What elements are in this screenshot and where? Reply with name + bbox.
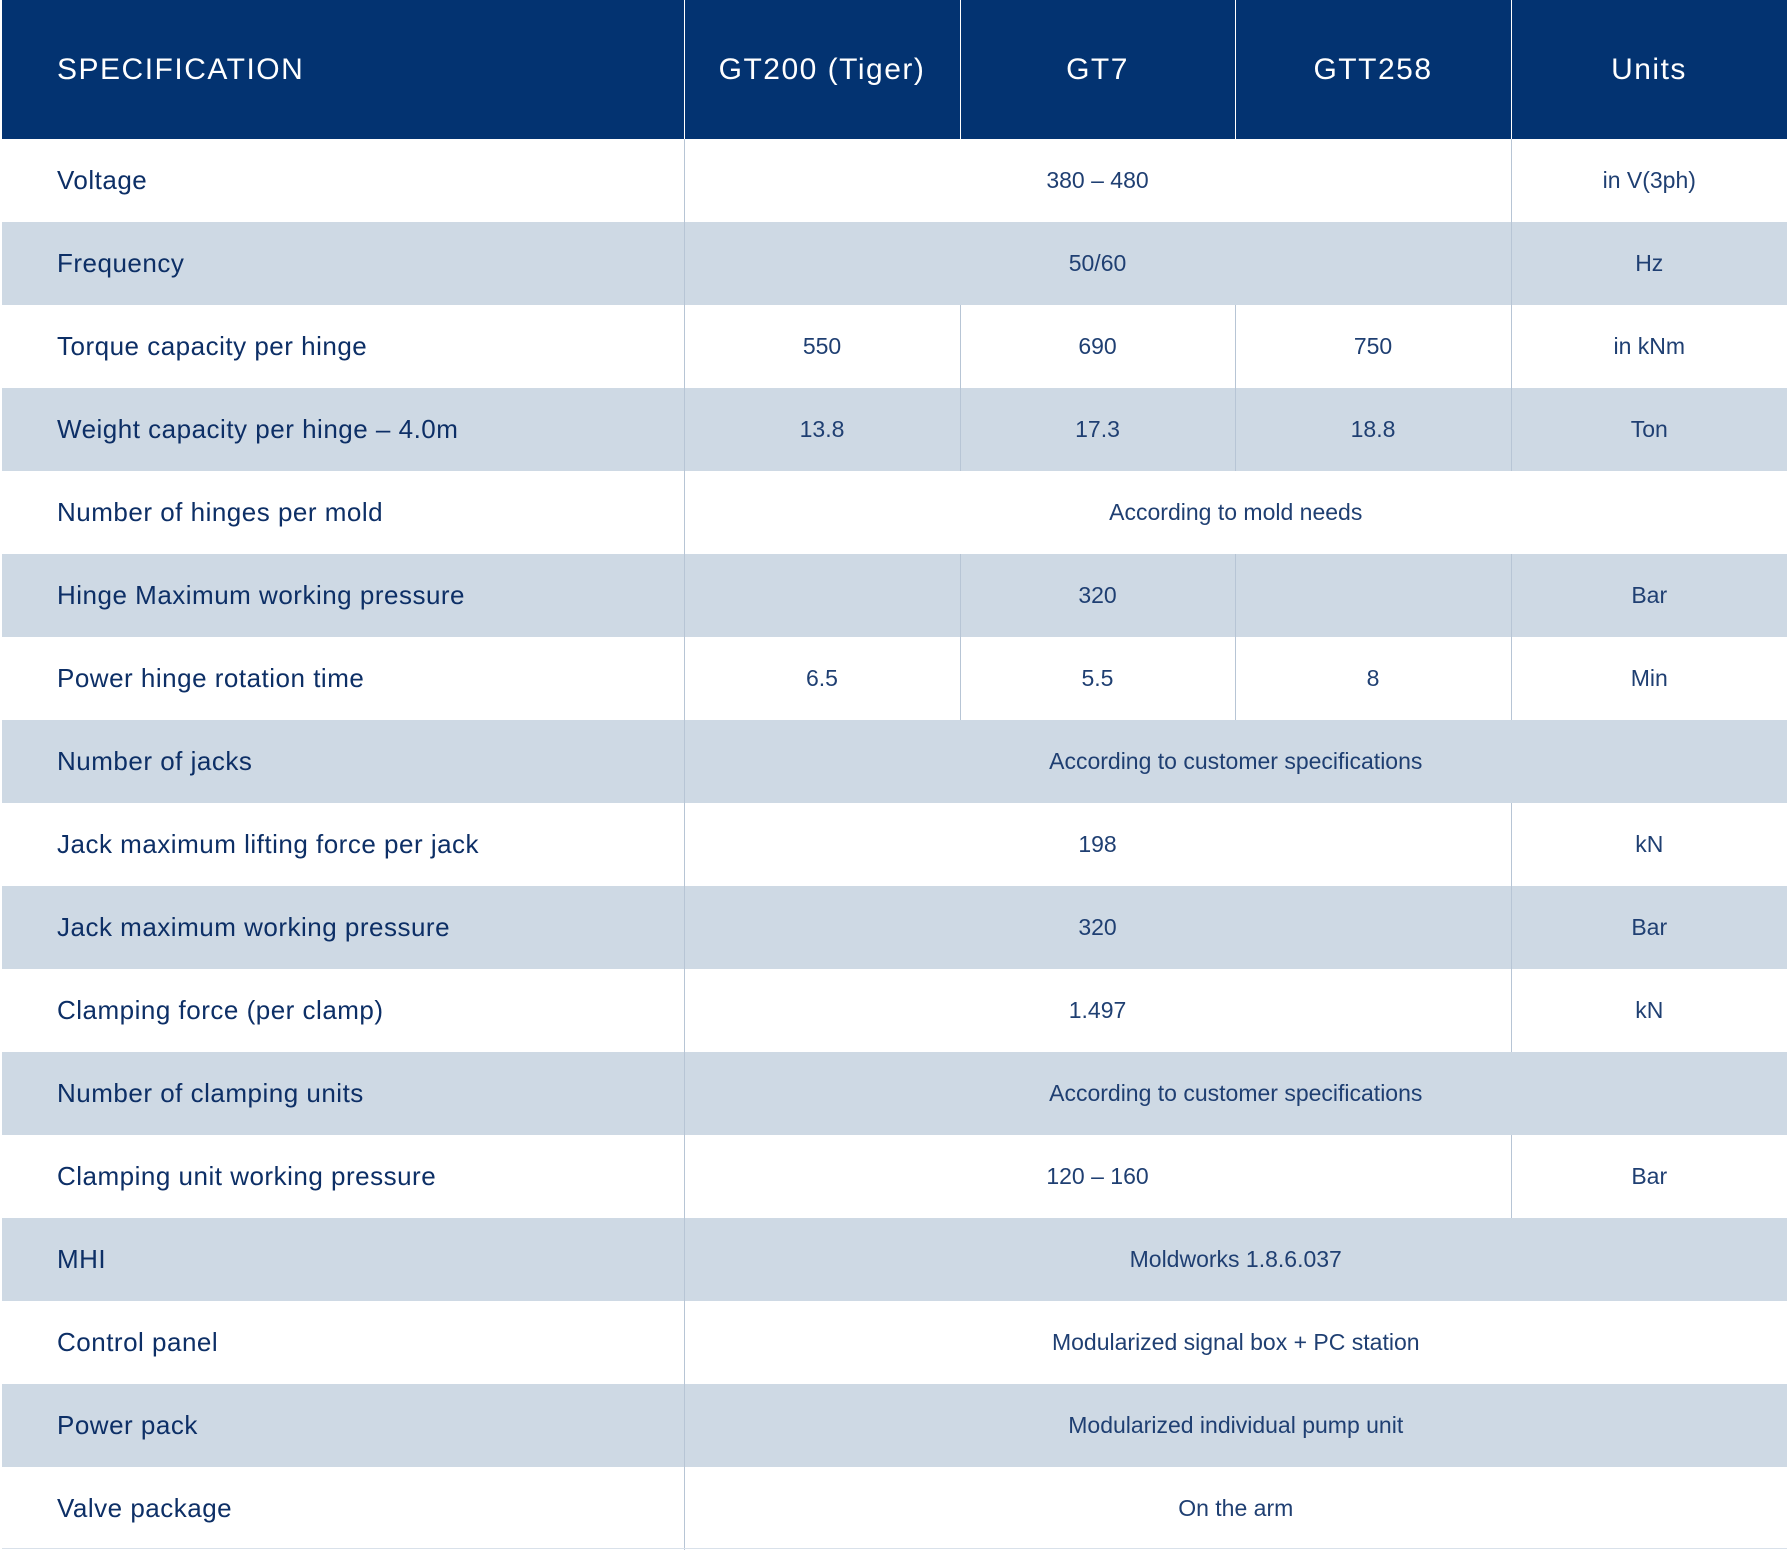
row-label: Torque capacity per hinge (2, 305, 684, 388)
row-value: 198 (684, 803, 1511, 886)
table-row (2, 637, 1787, 720)
row-label: Valve package (2, 1467, 684, 1550)
header-row (2, 0, 1787, 139)
row-unit: Bar (1511, 886, 1787, 969)
table-row (2, 471, 1787, 554)
row-value-gt7: 320 (960, 554, 1235, 637)
row-unit: in kNm (1511, 305, 1787, 388)
row-value: According to customer specifications (684, 720, 1787, 803)
row-value-gt7: 5.5 (960, 637, 1235, 720)
row-label: Jack maximum working pressure (2, 886, 684, 969)
row-value-gt7: 690 (960, 305, 1235, 388)
row-value: According to mold needs (684, 471, 1787, 554)
table-body (2, 139, 1787, 1550)
row-label: Frequency (2, 222, 684, 305)
table-row (2, 1218, 1787, 1301)
row-unit: in V(3ph) (1511, 139, 1787, 222)
table-row (2, 305, 1787, 388)
header-specification: SPECIFICATION (2, 0, 684, 139)
row-label: Clamping force (per clamp) (2, 969, 684, 1052)
row-unit: kN (1511, 969, 1787, 1052)
row-label: Voltage (2, 139, 684, 222)
row-label: Number of hinges per mold (2, 471, 684, 554)
table-row (2, 222, 1787, 305)
specification-table (2, 0, 1788, 1550)
row-label: Hinge Maximum working pressure (2, 554, 684, 637)
row-value-gtt258: 8 (1235, 637, 1511, 720)
table-header (2, 0, 1787, 139)
row-value: 120 – 160 (684, 1135, 1511, 1218)
row-label: Power pack (2, 1384, 684, 1467)
row-unit: Min (1511, 637, 1787, 720)
row-value-gt200: 550 (684, 305, 960, 388)
row-value-gt7: 17.3 (960, 388, 1235, 471)
header-gtt258: GTT258 (1235, 0, 1511, 139)
row-label: Control panel (2, 1301, 684, 1384)
table-row (2, 1135, 1787, 1218)
row-label: Number of jacks (2, 720, 684, 803)
header-gt200: GT200 (Tiger) (684, 0, 960, 139)
table-row (2, 803, 1787, 886)
row-value-gt200: 13.8 (684, 388, 960, 471)
table-row (2, 388, 1787, 471)
header-gt7: GT7 (960, 0, 1235, 139)
row-value-gt200: 6.5 (684, 637, 960, 720)
row-value-gtt258 (1235, 554, 1511, 637)
table-row (2, 886, 1787, 969)
row-value-gtt258: 18.8 (1235, 388, 1511, 471)
row-value: 380 – 480 (684, 139, 1511, 222)
row-label: MHI (2, 1218, 684, 1301)
row-unit: Hz (1511, 222, 1787, 305)
row-value: 1.497 (684, 969, 1511, 1052)
row-unit: Bar (1511, 1135, 1787, 1218)
table-row (2, 139, 1787, 222)
row-value: 320 (684, 886, 1511, 969)
row-value: Modularized signal box + PC station (684, 1301, 1787, 1384)
row-value: According to customer specifications (684, 1052, 1787, 1135)
table-row (2, 1467, 1787, 1550)
row-value: 50/60 (684, 222, 1511, 305)
row-label: Clamping unit working pressure (2, 1135, 684, 1218)
row-label: Weight capacity per hinge – 4.0m (2, 388, 684, 471)
table-row (2, 1052, 1787, 1135)
table-row (2, 1384, 1787, 1467)
row-label: Power hinge rotation time (2, 637, 684, 720)
table-row (2, 969, 1787, 1052)
row-value-gtt258: 750 (1235, 305, 1511, 388)
table-row (2, 720, 1787, 803)
row-unit: Bar (1511, 554, 1787, 637)
row-value-gt200 (684, 554, 960, 637)
row-value: On the arm (684, 1467, 1787, 1550)
row-label: Number of clamping units (2, 1052, 684, 1135)
row-value: Modularized individual pump unit (684, 1384, 1787, 1467)
table-row (2, 1301, 1787, 1384)
row-label: Jack maximum lifting force per jack (2, 803, 684, 886)
row-value: Moldworks 1.8.6.037 (684, 1218, 1787, 1301)
row-unit: kN (1511, 803, 1787, 886)
header-units: Units (1511, 0, 1787, 139)
table-row (2, 554, 1787, 637)
row-unit: Ton (1511, 388, 1787, 471)
